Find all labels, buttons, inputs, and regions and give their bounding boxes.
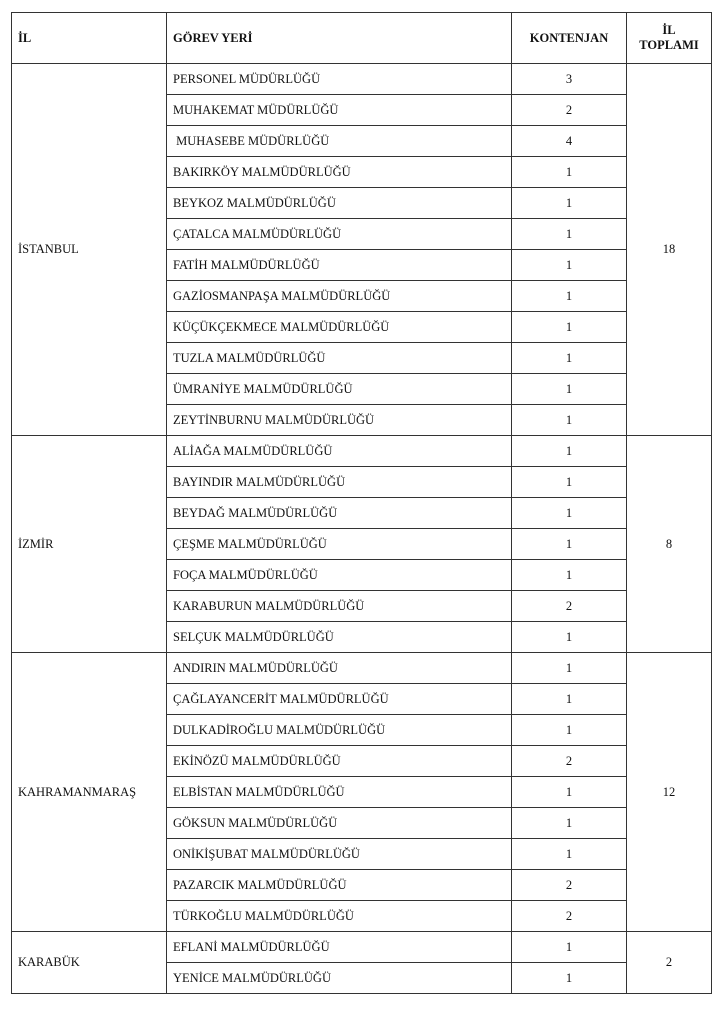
cell-kontenjan: 1 bbox=[512, 343, 627, 374]
cell-gorev-yeri: ÜMRANİYE MALMÜDÜRLÜĞÜ bbox=[167, 374, 512, 405]
cell-gorev-yeri: ANDIRIN MALMÜDÜRLÜĞÜ bbox=[167, 653, 512, 684]
cell-gorev-yeri: ZEYTİNBURNU MALMÜDÜRLÜĞÜ bbox=[167, 405, 512, 436]
cell-gorev-yeri: BEYKOZ MALMÜDÜRLÜĞÜ bbox=[167, 188, 512, 219]
header-il-toplami-line1: İL bbox=[662, 23, 676, 37]
table-body bbox=[12, 64, 712, 994]
cell-gorev-yeri: TUZLA MALMÜDÜRLÜĞÜ bbox=[167, 343, 512, 374]
cell-kontenjan: 1 bbox=[512, 715, 627, 746]
cell-kontenjan: 1 bbox=[512, 622, 627, 653]
cell-kontenjan: 1 bbox=[512, 374, 627, 405]
cell-kontenjan: 2 bbox=[512, 870, 627, 901]
cell-gorev-yeri: YENİCE MALMÜDÜRLÜĞÜ bbox=[167, 963, 512, 994]
cell-kontenjan: 1 bbox=[512, 250, 627, 281]
cell-kontenjan: 1 bbox=[512, 777, 627, 808]
cell-gorev-yeri: EKİNÖZÜ MALMÜDÜRLÜĞÜ bbox=[167, 746, 512, 777]
cell-kontenjan: 1 bbox=[512, 219, 627, 250]
header-il-toplami bbox=[627, 13, 712, 64]
header-row bbox=[12, 13, 712, 64]
cell-gorev-yeri: FOÇA MALMÜDÜRLÜĞÜ bbox=[167, 560, 512, 591]
cell-gorev-yeri: MUHASEBE MÜDÜRLÜĞÜ bbox=[167, 126, 512, 157]
header-il: İL bbox=[12, 13, 167, 64]
cell-kontenjan: 1 bbox=[512, 963, 627, 994]
cell-kontenjan: 1 bbox=[512, 498, 627, 529]
table-row bbox=[12, 653, 712, 684]
cell-gorev-yeri: KÜÇÜKÇEKMECE MALMÜDÜRLÜĞÜ bbox=[167, 312, 512, 343]
cell-kontenjan: 1 bbox=[512, 653, 627, 684]
cell-kontenjan: 1 bbox=[512, 467, 627, 498]
cell-kontenjan: 1 bbox=[512, 684, 627, 715]
cell-kontenjan: 1 bbox=[512, 281, 627, 312]
header-kontenjan: KONTENJAN bbox=[512, 13, 627, 64]
cell-gorev-yeri: ÇAĞLAYANCERİT MALMÜDÜRLÜĞÜ bbox=[167, 684, 512, 715]
cell-kontenjan: 1 bbox=[512, 560, 627, 591]
header-gorev-yeri: GÖREV YERİ bbox=[167, 13, 512, 64]
cell-gorev-yeri: PAZARCIK MALMÜDÜRLÜĞÜ bbox=[167, 870, 512, 901]
cell-kontenjan: 1 bbox=[512, 529, 627, 560]
cell-gorev-yeri: DULKADİROĞLU MALMÜDÜRLÜĞÜ bbox=[167, 715, 512, 746]
header-il-toplami-line2: TOPLAMI bbox=[639, 38, 699, 52]
cell-gorev-yeri: ALİAĞA MALMÜDÜRLÜĞÜ bbox=[167, 436, 512, 467]
kontenjan-table bbox=[11, 12, 712, 994]
cell-kontenjan: 2 bbox=[512, 746, 627, 777]
cell-gorev-yeri: MUHAKEMAT MÜDÜRLÜĞÜ bbox=[167, 95, 512, 126]
cell-kontenjan: 1 bbox=[512, 188, 627, 219]
cell-gorev-yeri: GAZİOSMANPAŞA MALMÜDÜRLÜĞÜ bbox=[167, 281, 512, 312]
cell-il: KARABÜK bbox=[12, 932, 167, 994]
table-row bbox=[12, 932, 712, 963]
cell-gorev-yeri: KARABURUN MALMÜDÜRLÜĞÜ bbox=[167, 591, 512, 622]
cell-kontenjan: 2 bbox=[512, 901, 627, 932]
cell-kontenjan: 1 bbox=[512, 157, 627, 188]
cell-gorev-yeri: ÇEŞME MALMÜDÜRLÜĞÜ bbox=[167, 529, 512, 560]
cell-il: KAHRAMANMARAŞ bbox=[12, 653, 167, 932]
cell-kontenjan: 3 bbox=[512, 64, 627, 95]
cell-gorev-yeri: ÇATALCA MALMÜDÜRLÜĞÜ bbox=[167, 219, 512, 250]
table-row bbox=[12, 436, 712, 467]
cell-gorev-yeri: EFLANİ MALMÜDÜRLÜĞÜ bbox=[167, 932, 512, 963]
cell-kontenjan: 1 bbox=[512, 839, 627, 870]
cell-il-toplami: 18 bbox=[627, 64, 712, 436]
cell-il: İSTANBUL bbox=[12, 64, 167, 436]
kontenjan-table-wrapper bbox=[11, 12, 711, 994]
cell-il-toplami: 12 bbox=[627, 653, 712, 932]
cell-gorev-yeri: BAYINDIR MALMÜDÜRLÜĞÜ bbox=[167, 467, 512, 498]
table-header bbox=[12, 13, 712, 64]
cell-gorev-yeri: PERSONEL MÜDÜRLÜĞÜ bbox=[167, 64, 512, 95]
cell-il: İZMİR bbox=[12, 436, 167, 653]
cell-gorev-yeri: GÖKSUN MALMÜDÜRLÜĞÜ bbox=[167, 808, 512, 839]
cell-kontenjan: 2 bbox=[512, 95, 627, 126]
cell-il-toplami: 2 bbox=[627, 932, 712, 994]
cell-gorev-yeri: SELÇUK MALMÜDÜRLÜĞÜ bbox=[167, 622, 512, 653]
cell-kontenjan: 2 bbox=[512, 591, 627, 622]
cell-gorev-yeri: ELBİSTAN MALMÜDÜRLÜĞÜ bbox=[167, 777, 512, 808]
cell-il-toplami: 8 bbox=[627, 436, 712, 653]
cell-kontenjan: 1 bbox=[512, 405, 627, 436]
table-row bbox=[12, 64, 712, 95]
cell-kontenjan: 4 bbox=[512, 126, 627, 157]
cell-gorev-yeri: BEYDAĞ MALMÜDÜRLÜĞÜ bbox=[167, 498, 512, 529]
cell-kontenjan: 1 bbox=[512, 808, 627, 839]
cell-gorev-yeri: TÜRKOĞLU MALMÜDÜRLÜĞÜ bbox=[167, 901, 512, 932]
cell-gorev-yeri: ONİKİŞUBAT MALMÜDÜRLÜĞÜ bbox=[167, 839, 512, 870]
cell-kontenjan: 1 bbox=[512, 436, 627, 467]
cell-kontenjan: 1 bbox=[512, 932, 627, 963]
cell-kontenjan: 1 bbox=[512, 312, 627, 343]
cell-gorev-yeri: BAKIRKÖY MALMÜDÜRLÜĞÜ bbox=[167, 157, 512, 188]
cell-gorev-yeri: FATİH MALMÜDÜRLÜĞÜ bbox=[167, 250, 512, 281]
